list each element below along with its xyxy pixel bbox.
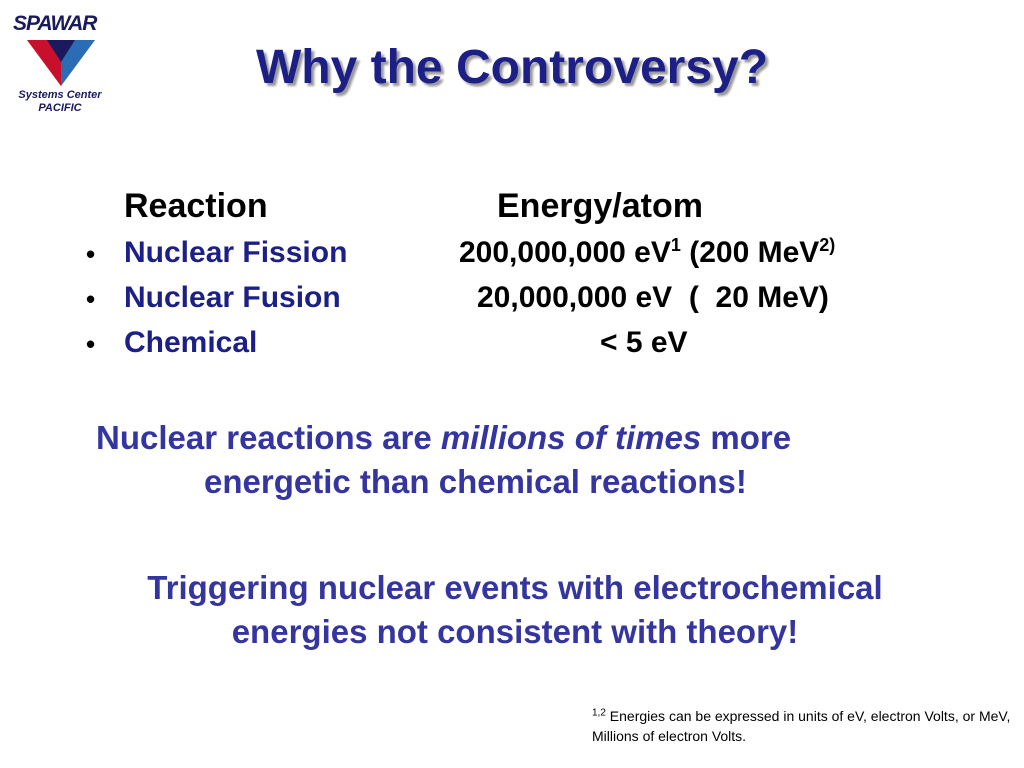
row-value-fusion: 20,000,000 eV ( 20 MeV) (477, 281, 829, 314)
row-value-chemical: < 5 eV (600, 326, 688, 359)
statement1-emphasis: millions of times (440, 419, 702, 456)
slide-title: Why the Controversy? (255, 41, 769, 94)
statement1-line2: energetic than chemical reactions! (204, 463, 747, 500)
logo-line1: Systems Center (18, 89, 102, 101)
bullet-icon: • (86, 239, 96, 269)
row-value-fission: 200,000,000 $eV^1$ (200 MeV$^{2)}$ (459, 235, 836, 269)
header-reaction: Reaction (124, 187, 268, 225)
statement2-line2: energies not consistent with theory! (231, 613, 799, 650)
statement1-line1: Nuclear reactions are millions of times more (96, 419, 792, 456)
header-energy: Energy/atom (497, 187, 703, 225)
row-label-fission: Nuclear Fission (124, 236, 348, 269)
row-label-chemical: Chemical (124, 326, 258, 359)
bullet-icon: • (86, 284, 96, 314)
footnote-text: Energies can be expressed in units of eV, electron Volts, or MeV, Millions of electron Volts. (592, 708, 1011, 744)
statement2-line1: Triggering nuclear events with electrochemical (147, 569, 883, 606)
bullet-icon: • (86, 329, 96, 359)
statement-triggering (40, 566, 990, 654)
footnote-marker: 1,2 (592, 707, 606, 719)
footnote (592, 706, 1012, 746)
logo-wordmark: SPAWAR (13, 12, 97, 35)
statement-nuclear-vs-chemical (96, 416, 996, 504)
logo-line2: PACIFIC (38, 102, 82, 114)
row-label-fusion: Nuclear Fusion (124, 281, 341, 314)
